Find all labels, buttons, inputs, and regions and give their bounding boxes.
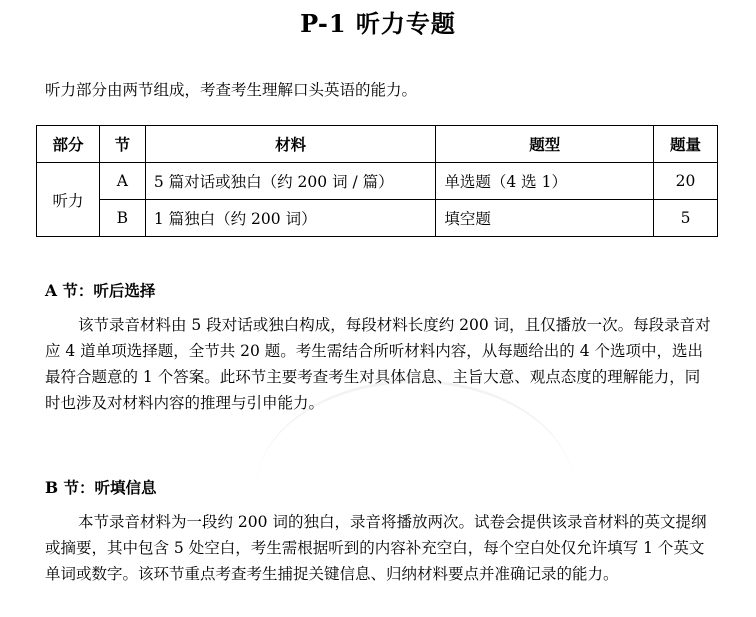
exam-structure-table	[36, 125, 718, 237]
header-material: 材料	[145, 126, 436, 163]
cell-question-type: 填空题	[436, 200, 654, 237]
cell-section: A	[99, 163, 145, 200]
section-b-body: 本节录音材料为一段约 200 词的独白，录音将播放两次。试卷会提供该录音材料的英文提纲或摘要，其中包含 5 处空白，考生需根据听到的内容补充空白，每个空白处仅允许填写 1 个英文单词或数字。该环节重点考查考生捕捉关键信息、归纳材料要点并准确记录的能力。	[45, 513, 707, 583]
table-header-row	[37, 126, 718, 163]
header-part: 部分	[37, 126, 100, 163]
intro-text: 听力部分由两节组成，考查考生理解口头英语的能力。	[45, 81, 418, 99]
cell-question-count: 5	[654, 200, 718, 237]
header-question-count: 题量	[654, 126, 718, 163]
page-title: P-1 听力专题	[300, 9, 456, 38]
cell-question-type: 单选题（4 选 1）	[436, 163, 654, 200]
section-a-heading: A 节：听后选择	[45, 281, 156, 300]
header-question-type: 题型	[436, 126, 654, 163]
cell-part: 听力	[37, 163, 100, 237]
header-section: 节	[99, 126, 145, 163]
cell-question-count: 20	[654, 163, 718, 200]
section-b-heading: B 节：听填信息	[45, 478, 157, 497]
table-row	[37, 200, 718, 237]
section-a-body: 该节录音材料由 5 段对话或独白构成，每段材料长度约 200 词，且仅播放一次。每段录音对应 4 道单项选择题，全节共 20 题。考生需结合所听材料内容，从每题给出的 4 个选项中，选出最符合题意的 1 个答案。此环节主要考查考生对具体信息、主旨大意、观点态度的理解能力，同时也涉及对材料内容的推理与引申能力。	[45, 316, 711, 412]
cell-material: 1 篇独白（约 200 词）	[145, 200, 436, 237]
cell-section: B	[99, 200, 145, 237]
cell-material: 5 篇对话或独白（约 200 词 / 篇）	[145, 163, 436, 200]
table-row	[37, 163, 718, 200]
